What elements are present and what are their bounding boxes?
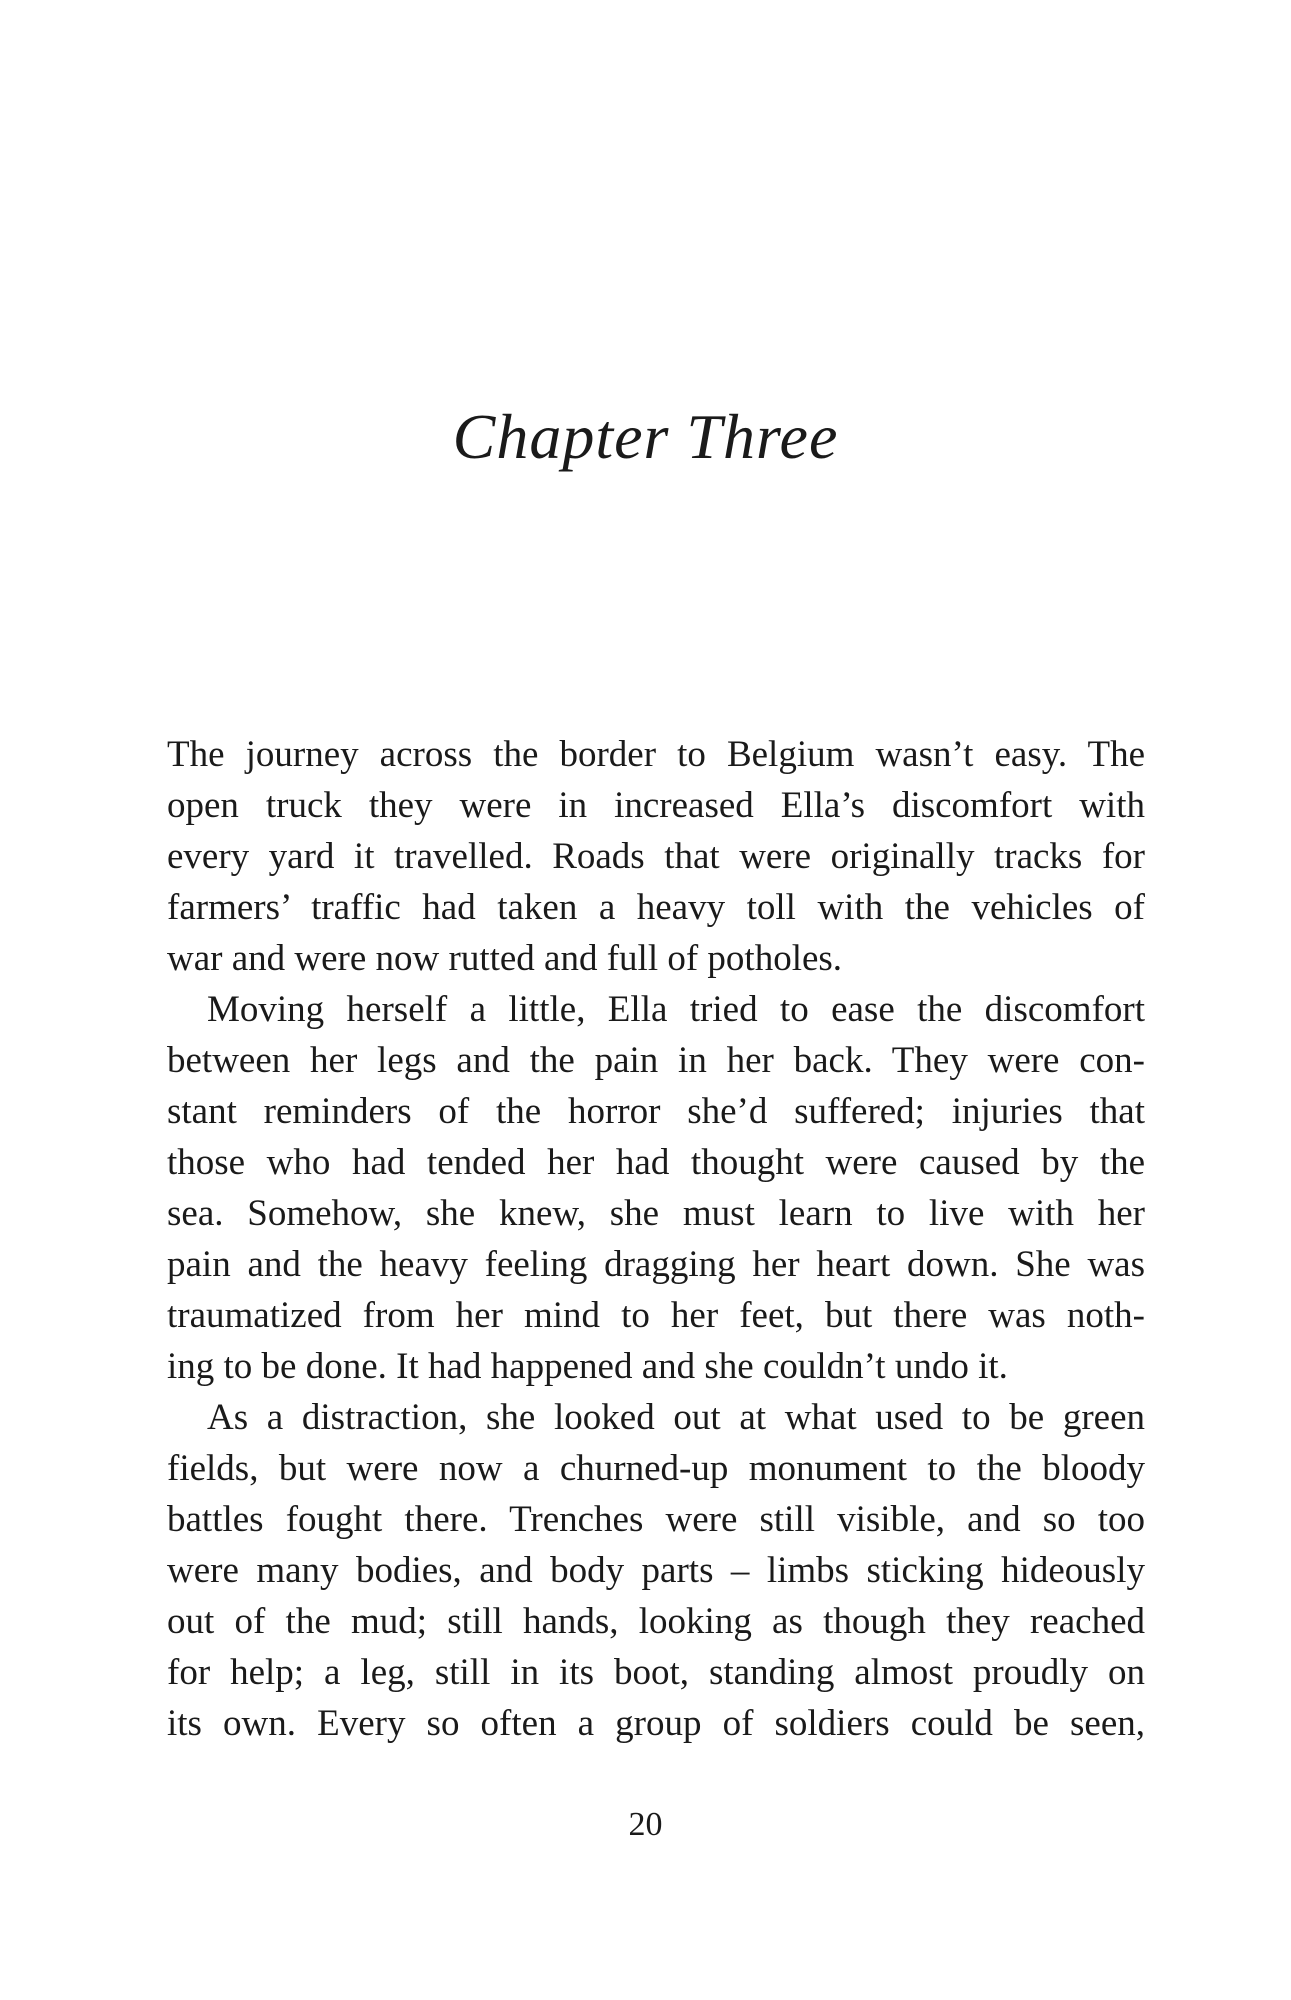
text-line: As a distraction, she looked out at what used to be green — [207, 1397, 1145, 1438]
text-line: pain and the heavy feeling dragging her heart down. She was — [167, 1244, 1145, 1285]
text-line: every yard it travelled. Roads that were originally tracks for — [167, 836, 1145, 877]
paragraph — [167, 984, 1145, 1392]
text-line: war and were now rutted and full of potholes. — [167, 938, 843, 979]
text-line: battles fought there. Trenches were still visible, and so too — [167, 1499, 1145, 1540]
text-line: fields, but were now a churned-up monument to the bloody — [167, 1448, 1145, 1489]
text-line: were many bodies, and body parts – limbs sticking hideously — [167, 1550, 1145, 1591]
text-line: between her legs and the pain in her back. They were con- — [167, 1040, 1145, 1081]
page-number: 20 — [628, 1806, 663, 1843]
body-text — [167, 729, 1145, 1749]
text-line: sea. Somehow, she knew, she must learn to live with her — [167, 1193, 1145, 1234]
text-line: for help; a leg, still in its boot, standing almost proudly on — [167, 1652, 1145, 1693]
text-line: those who had tended her had thought were caused by the — [167, 1142, 1145, 1183]
text-line: its own. Every so often a group of soldiers could be seen, — [167, 1703, 1145, 1744]
text-line: stant reminders of the horror she’d suffered; injuries that — [167, 1091, 1145, 1132]
text-line: traumatized from her mind to her feet, but there was noth- — [167, 1295, 1145, 1336]
text-line: ing to be done. It had happened and she couldn’t undo it. — [167, 1346, 1008, 1387]
paragraph — [167, 729, 1145, 984]
text-line: open truck they were in increased Ella’s discomfort with — [167, 785, 1145, 826]
chapter-title: Chapter Three — [452, 401, 839, 472]
text-line: The journey across the border to Belgium wasn’t easy. The — [167, 734, 1145, 775]
text-line: farmers’ traffic had taken a heavy toll with the vehicles of — [167, 887, 1145, 928]
text-line: Moving herself a little, Ella tried to ease the discomfort — [207, 989, 1145, 1030]
paragraph — [167, 1392, 1145, 1749]
text-line: out of the mud; still hands, looking as though they reached — [167, 1601, 1145, 1642]
